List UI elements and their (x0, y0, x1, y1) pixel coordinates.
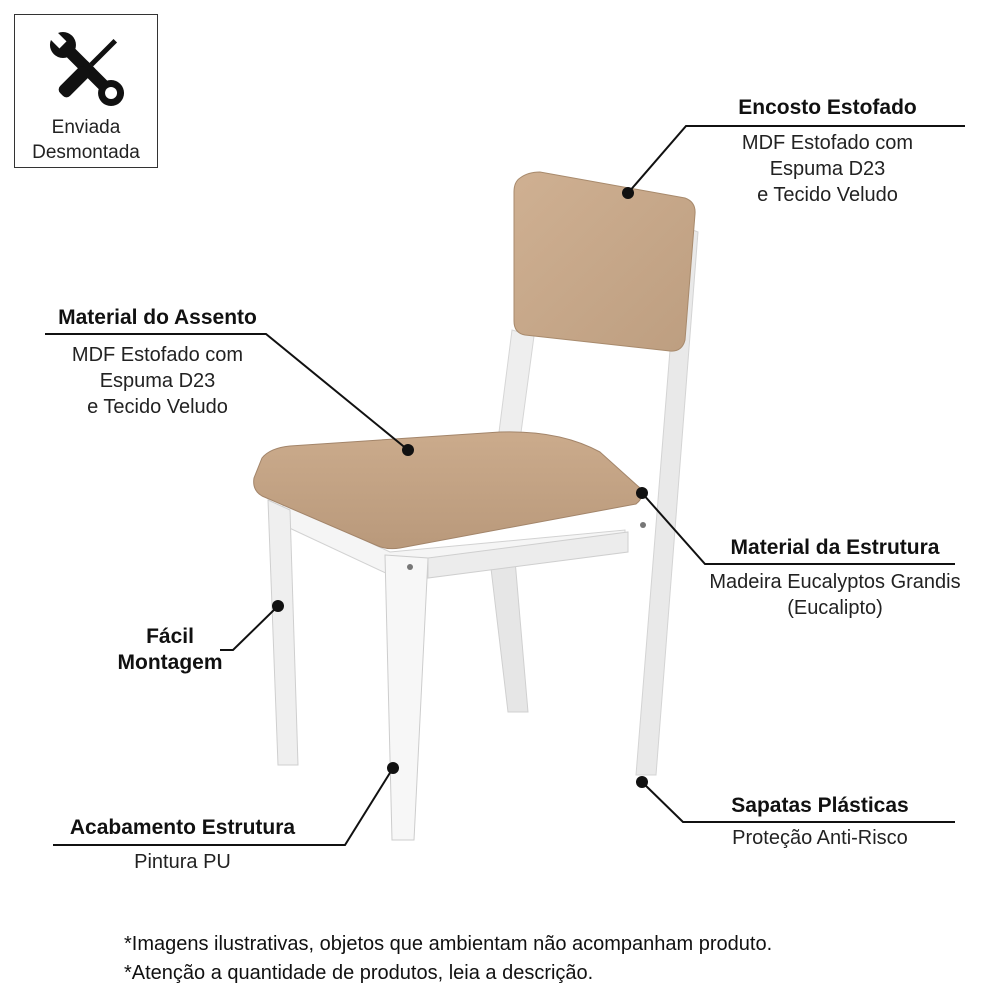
feature-backrest-title: Encosto Estofado (738, 96, 917, 119)
feature-assembly-title-2: Montagem (117, 651, 223, 674)
feature-seat (30, 305, 285, 420)
feature-backrest-desc-2: Espuma D23 (769, 158, 886, 180)
feature-assembly (100, 624, 240, 676)
feature-backrest-desc-1: MDF Estofado com (741, 132, 914, 154)
feature-seat-desc-3: e Tecido Veludo (87, 396, 228, 418)
feature-feet-title: Sapatas Plásticas (731, 794, 909, 817)
callout-dot-finish (387, 762, 399, 774)
front-right-leg (385, 555, 428, 840)
feature-seat-desc-2: Espuma D23 (99, 370, 216, 392)
feature-seat-desc-1: MDF Estofado com (71, 344, 244, 366)
callout-dot-backrest (622, 187, 634, 199)
feature-assembly-title-1: Fácil (146, 625, 194, 648)
front-left-leg (268, 500, 298, 765)
disclaimer (124, 930, 984, 988)
callout-dot-feet (636, 776, 648, 788)
feature-finish-desc-1: Pintura PU (134, 851, 231, 873)
feature-finish-title: Acabamento Estrutura (69, 816, 296, 839)
backrest-cushion (514, 172, 695, 351)
feature-structure-desc-1: Madeira Eucalyptos Grandis (709, 571, 961, 593)
callout-dot-seat (402, 444, 414, 456)
feature-feet-desc-1: Proteção Anti-Risco (732, 827, 908, 849)
feature-seat-title: Material do Assento (58, 306, 257, 329)
feature-finish (45, 815, 320, 875)
badge-line-1: Enviada (51, 117, 121, 138)
feature-backrest (700, 95, 955, 208)
callout-dot-structure (636, 487, 648, 499)
rear-left-leg (490, 560, 528, 712)
feature-structure (680, 535, 990, 621)
feature-structure-title: Material da Estrutura (730, 536, 940, 559)
rear-left-post (498, 330, 534, 440)
disclaimer-line-2: *Atenção a quantidade de produtos, leia a descrição. (124, 962, 594, 984)
badge-line-2: Desmontada (32, 142, 140, 163)
feature-feet (690, 793, 950, 851)
disclaimer-line-1: *Imagens ilustrativas, objetos que ambientam não acompanham produto. (124, 933, 773, 955)
feature-backrest-desc-3: e Tecido Veludo (757, 184, 898, 206)
feature-structure-desc-2: (Eucalipto) (787, 597, 883, 619)
callout-dot-assembly (272, 600, 284, 612)
